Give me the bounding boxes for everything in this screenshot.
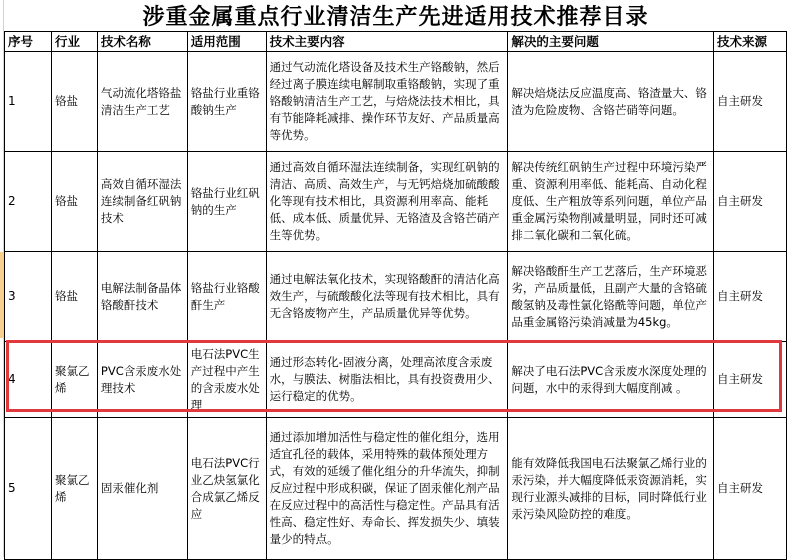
cell-industry[interactable]: 聚氯乙烯	[51, 418, 97, 560]
cell-scope[interactable]: 铬盐行业红矾钠的生产	[187, 152, 266, 252]
table-row	[5, 252, 787, 342]
cell-scope[interactable]: 铬盐行业铬酸酐生产	[187, 252, 266, 342]
cell-industry[interactable]: 铬盐	[51, 52, 97, 152]
cell-no[interactable]: 1	[5, 52, 52, 152]
header-cell-no[interactable]: 序号	[5, 32, 52, 52]
cell-source[interactable]: 自主研发	[714, 342, 787, 418]
cell-scope[interactable]: 电石法PVC生产过程中产生的含汞废水处理	[187, 342, 266, 418]
table-row	[5, 152, 787, 252]
cell-tech-name[interactable]: PVC含汞废水处理技术	[97, 342, 187, 418]
header-cell-industry[interactable]: 行业	[51, 32, 97, 52]
cell-no[interactable]: 4	[5, 342, 52, 418]
header-cell-scope[interactable]: 适用范围	[187, 32, 266, 52]
cell-source[interactable]: 自主研发	[714, 52, 787, 152]
cell-problem[interactable]: 解决了电石法PVC含汞废水深度处理的问题，水中的汞得到大幅度削减 。	[508, 342, 714, 418]
cell-scope[interactable]: 电石法PVC行业乙炔氢氯化合成氯乙烯反应	[187, 418, 266, 560]
cell-no[interactable]: 3	[5, 252, 52, 342]
cell-content[interactable]: 通过添加增加活性与稳定性的催化组分，选用适宜孔径的载体，采用特殊的载体预处理方式，有效的延缓了催化组分的升华流失，抑制反应过程中形成积碳，保证了固汞催化剂产品在反应过程中的高活性与稳定性。产品具有活性高、稳定性好、寿命长、挥发损失少、填装量少的特点。	[266, 418, 508, 560]
cell-scope[interactable]: 铬盐行业重铬酸钠生产	[187, 52, 266, 152]
table-row	[5, 52, 787, 152]
table-row-highlighted	[5, 342, 787, 418]
cell-content[interactable]: 通过高效自循环湿法连续制备，实现红矾钠的清洁、高质、高效生产，与无钙焙烧加硫酸酸化等现有技术相比，具资源利用率高、能耗低、成本低、质量优异、无铬渣及含铬芒硝产生等优势。	[266, 152, 508, 252]
cell-no[interactable]: 2	[5, 152, 52, 252]
header-cell-source[interactable]: 技术来源	[714, 32, 787, 52]
cell-problem[interactable]: 解决焙烧法反应温度高、铬渣量大、铬渣为危险废物、含铬芒硝等问题。	[508, 52, 714, 152]
cell-content[interactable]: 通过电解法氧化技术，实现铬酸酐的清洁化高效生产，与硫酸酸化法等现有技术相比，具有无含铬废物产生，产品质量优异等优势。	[266, 252, 508, 342]
header-cell-problem[interactable]: 解决的主要问题	[508, 32, 714, 52]
cell-source[interactable]: 自主研发	[714, 152, 787, 252]
cell-problem[interactable]: 解决传统红矾钠生产过程中环境污染严重、资源利用率低、能耗高、自动化程度低、生产粗放等系列问题，单位产品重金属污染物削减量明显，同时还可减排二氧化碳和二氧化硫。	[508, 152, 714, 252]
cell-problem[interactable]: 解决铬酸酐生产工艺落后，生产环境恶劣，产品质量低，且副产大量的含铬硫酸氢钠及毒性氯化铬酰等问题，单位产品重金属铬污染消减量为45kg。	[508, 252, 714, 342]
cell-source[interactable]: 自主研发	[714, 252, 787, 342]
table-row	[5, 418, 787, 560]
header-row	[5, 32, 787, 52]
cell-tech-name[interactable]: 气动流化塔铬盐清洁生产工艺	[97, 52, 187, 152]
header-cell-content[interactable]: 技术主要内容	[266, 32, 508, 52]
cell-source[interactable]: 自主研发	[714, 418, 787, 560]
cell-industry[interactable]: 铬盐	[51, 152, 97, 252]
technology-table	[4, 31, 787, 560]
cell-industry[interactable]: 聚氯乙烯	[51, 342, 97, 418]
cell-content[interactable]: 通过形态转化-固液分离，处理高浓度含汞废水，与膜法、树脂法相比，具有投资费用少、运行稳定的优势。	[266, 342, 508, 418]
cell-industry[interactable]: 铬盐	[51, 252, 97, 342]
document-title: 涉重金属重点行业清洁生产先进适用技术推荐目录	[142, 4, 649, 30]
cell-content[interactable]: 通过气动流化塔设备及技术生产铬酸钠，然后经过离子膜连续电解制取重铬酸钠，实现了重铬酸钠清洁生产工艺，与焙烧法技术相比，具有节能降耗减排、操作环节友好、产品质量高等优势。	[266, 52, 508, 152]
header-cell-tech-name[interactable]: 技术名称	[97, 32, 187, 52]
cell-tech-name[interactable]: 高效自循环湿法连续制备红矾钠技术	[97, 152, 187, 252]
cell-tech-name[interactable]: 固汞催化剂	[97, 418, 187, 560]
cell-no[interactable]: 5	[5, 418, 52, 560]
cell-problem[interactable]: 能有效降低我国电石法聚氯乙烯行业的汞污染，并大幅度降低汞资源消耗，实现行业源头减排的目标，同时降低行业汞污染风险防控的难度。	[508, 418, 714, 560]
cell-tech-name[interactable]: 电解法制备晶体铬酸酐技术	[97, 252, 187, 342]
